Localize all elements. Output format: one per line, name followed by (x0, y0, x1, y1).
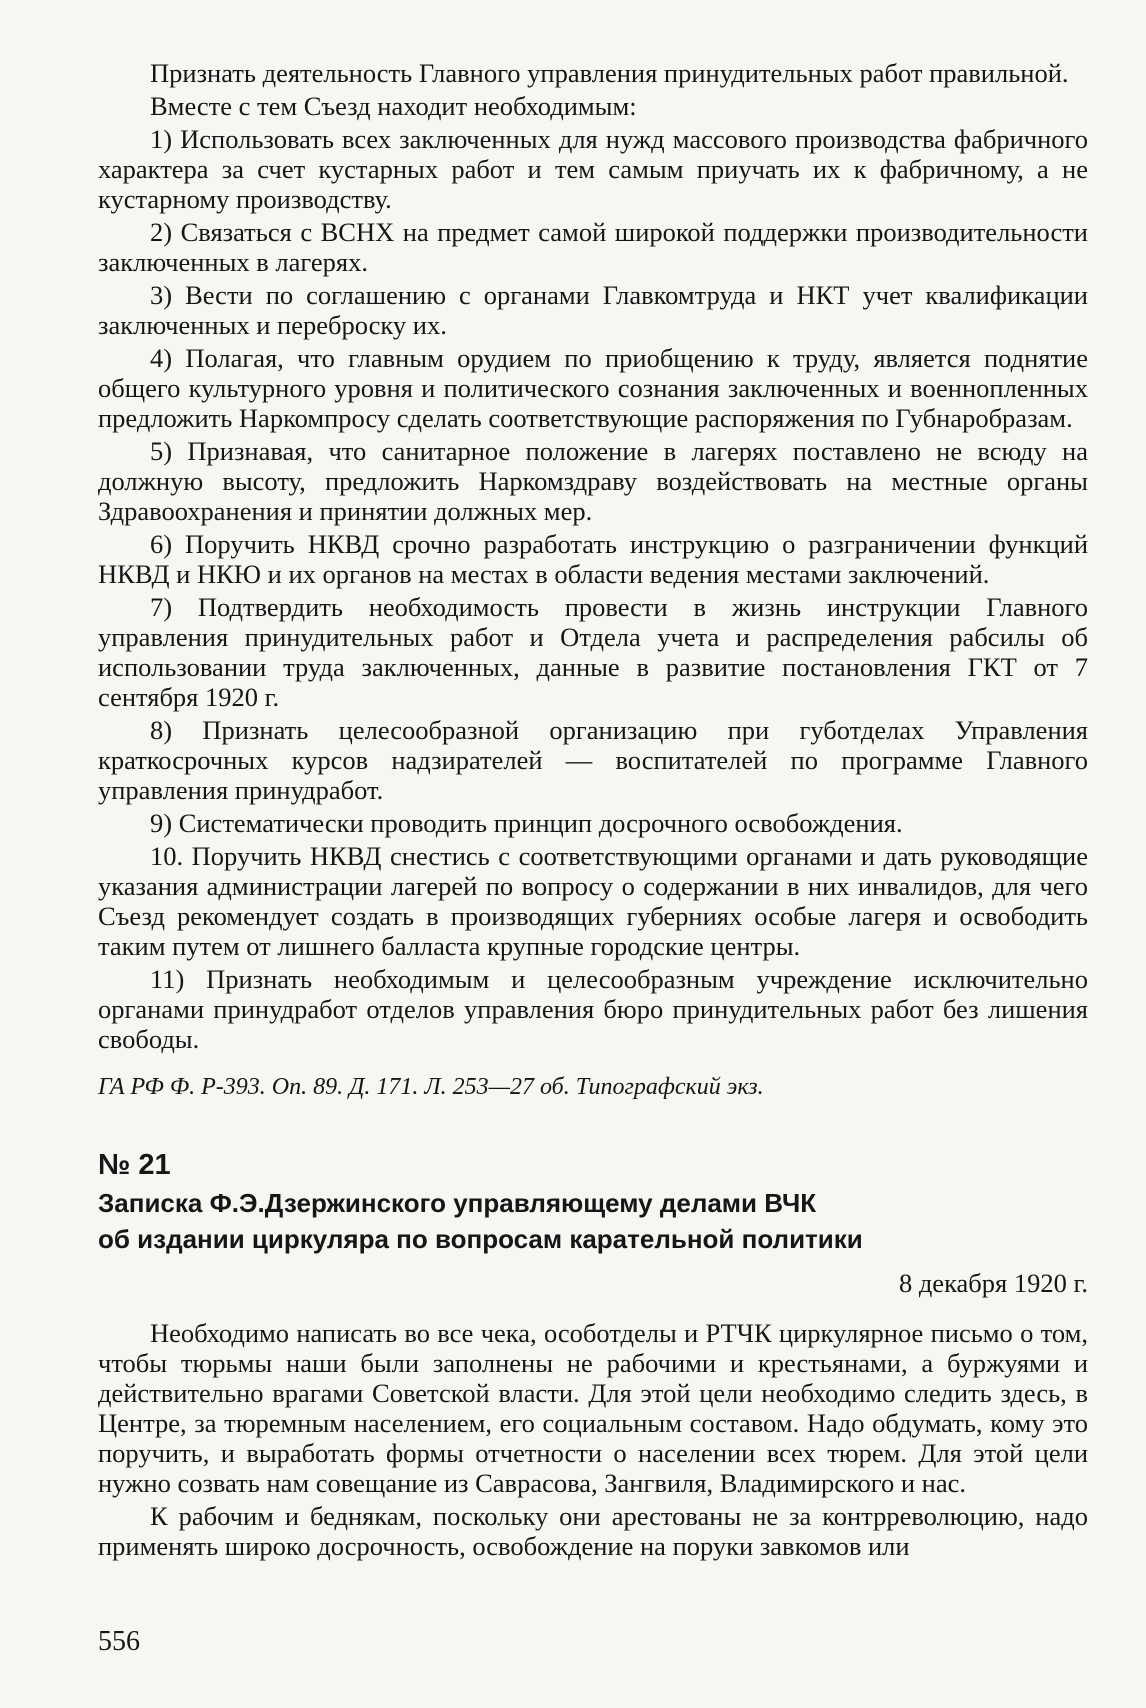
paragraph-item-11: 11) Признать необходимым и целесообразным учреждение исключительно органами принудработ отделов управления бюро принудительных работ без лишения свободы. (98, 964, 1088, 1054)
paragraph-resolution-intro: Признать деятельность Главного управления принудительных работ правильной. (150, 58, 1069, 88)
paragraph-item-6: 6) Поручить НКВД срочно разработать инструкцию о разграничении функций НКВД и НКЮ и их органов на местах в области ведения местами заключений. (98, 529, 1088, 589)
paragraph-item-2: 2) Связаться с ВСНХ на предмет самой широкой поддержки производительности заключенных в лагерях. (98, 217, 1088, 277)
paragraph-item-10: 10. Поручить НКВД снестись с соответствующими органами и дать руководящие указания администрации лагерей по вопросу о содержании в них инвалидов, для чего Съезд рекомендует создать в производящих губерниях особые лагеря и освободить таким путем от лишнего балласта крупные городские центры. (98, 841, 1088, 961)
document-date: 8 декабря 1920 г. (898, 1268, 1088, 1298)
paragraph-item-3: 3) Вести по соглашению с органами Главкомтруда и НКТ учет квалификации заключенных и переброску их. (98, 280, 1088, 340)
document-paragraph-2: К рабочим и беднякам, поскольку они арестованы не за контрреволюцию, надо применять широко досрочность, освобождение на поруки завкомов или (98, 1501, 1088, 1561)
page-body (98, 58, 1088, 1564)
document-paragraph-1: Необходимо написать во все чека, особотделы и РТЧК циркулярное письмо о том, чтобы тюрьмы наши были заполнены не рабочими и крестьянами, а буржуями и действительно врагами Советской власти. Для этой цели необходимо следить здесь, в Центре, за тюремным населением, его социальным составом. Надо обдумать, кому это поручить, и выработать формы отчетности о населении всех тюрем. Для этой цели нужно созвать нам совещание из Саврасова, Зангвиля, Владимирского и нас. (98, 1318, 1088, 1498)
document-title-line-1: Записка Ф.Э.Дзержинского управляющему делами ВЧК (98, 1188, 817, 1218)
document-title-line-2: об издании циркуляра по вопросам карательной политики (98, 1224, 863, 1254)
paragraph-item-7: 7) Подтвердить необходимость провести в жизнь инструкции Главного управления принудительных работ и Отдела учета и распределения рабсилы об использовании труда заключенных, данные в развитие постановления ГКТ от 7 сентября 1920 г. (98, 592, 1088, 712)
archive-source-note: ГА РФ Ф. Р-393. Оп. 89. Д. 171. Л. 253—27 об. Типографский экз. (98, 1074, 764, 1100)
paragraph-item-4: 4) Полагая, что главным орудием по приобщению к труду, является поднятие общего культурного уровня и политического сознания заключенных и военнопленных предложить Наркомпросу сделать соответствующие распоряжения по Губнаробразам. (98, 343, 1088, 433)
paragraph-item-8: 8) Признать целесообразной организацию при губотделах Управления краткосрочных курсов надзирателей — воспитателей по программе Главного управления принудработ. (98, 715, 1088, 805)
document-number: № 21 (98, 1149, 171, 1181)
paragraph-item-5: 5) Признавая, что санитарное положение в лагерях поставлено не всюду на должную высоту, предложить Наркомздраву воздействовать на местные органы Здравоохранения и принятии должных мер. (98, 436, 1088, 526)
paragraph-congress-finds: Вместе с тем Съезд находит необходимым: (150, 91, 637, 121)
paragraph-item-1: 1) Использовать всех заключенных для нужд массового производства фабричного характера за счет кустарных работ и тем самым приучать их к фабричному, а не кустарному производству. (98, 124, 1088, 214)
paragraph-item-9: 9) Систематически проводить принцип досрочного освобождения. (150, 808, 903, 838)
page-number: 556 (98, 1626, 140, 1657)
